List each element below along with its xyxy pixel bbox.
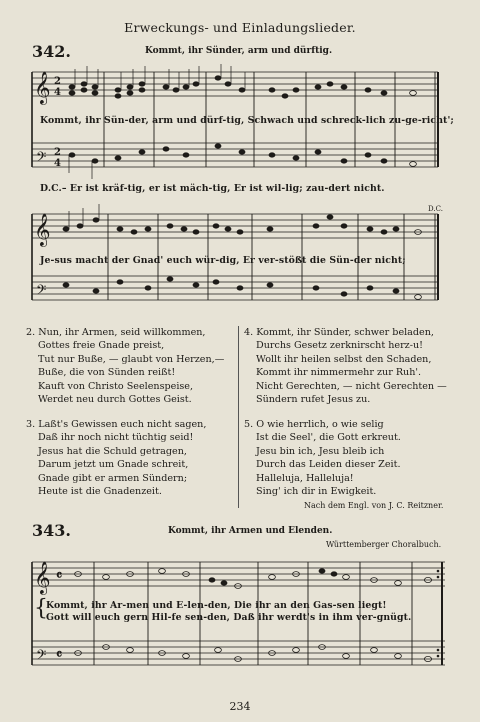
svg-text:𝄢: 𝄢 <box>36 282 47 301</box>
hymn-number: 343. <box>32 521 71 540</box>
dc-mark: D.C. <box>428 205 443 213</box>
treble-clef-icon: 𝄞 <box>34 71 51 104</box>
verse-line: Buße, die von Sünden reißt! <box>38 367 176 379</box>
attribution: Nach dem Engl. von J. C. Reitzner. <box>304 501 444 510</box>
verse-line: Durch das Leiden dieser Zeit. <box>256 459 401 471</box>
verse-line: Wollt ihr heilen selbst den Schaden, <box>256 353 432 365</box>
verse-3 <box>26 418 236 498</box>
lyric-line-1: Kommt, ihr Sün-der, arm und dürf-tig, Schwach und schreck-lich zu-ge-richt'; <box>40 115 454 126</box>
brace: { <box>34 596 48 621</box>
lyric-line-2: Gott will euch gern Hil-fe sen-den, Daß ihr werdt's in ihm ver-gnügt. <box>46 612 412 623</box>
verse-line: Jesu bin ich, Jesu bleib ich <box>256 445 385 457</box>
verse-line: Nicht Gerechten, — nicht Gerechten — <box>256 380 447 392</box>
svg-text:𝄢: 𝄢 <box>36 647 47 666</box>
verse-line: 4. Kommt, ihr Sünder, schwer beladen, <box>244 327 434 338</box>
page-number: 234 <box>229 700 251 713</box>
verse-line: Sing' ich dir in Ewigkeit. <box>256 486 377 498</box>
verse-line: Kommt ihr nimmermehr zur Ruh'. <box>256 367 422 379</box>
hymn-title: Kommt, ihr Armen und Elenden. <box>168 526 333 536</box>
svg-text:𝄴: 𝄴 <box>56 647 63 663</box>
verse-line: Durchs Gesetz zerknirscht herz-u! <box>256 340 424 352</box>
lyric-line-3: Je-sus macht der Gnad' euch wür-dig, Er ver-stößt die Sün-der nicht; <box>40 255 406 266</box>
verse-line: Ist die Seel', die Gott erkreut. <box>256 432 401 444</box>
verse-line: 2. Nun, ihr Armen, seid willkommen, <box>26 327 206 338</box>
section-header: Erweckungs- und Einladungslieder. <box>124 20 356 35</box>
verse-line: 3. Laßt's Gewissen euch nicht sagen, <box>26 419 207 430</box>
lyric-line-dc: D.C.– Er ist kräf-tig, er ist mäch-tig, Er ist wil-lig; zau-dert nicht. <box>40 183 385 194</box>
verse-line: Gottes freie Gnade preist, <box>38 340 165 352</box>
svg-text:𝄞: 𝄞 <box>34 561 51 594</box>
verse-5 <box>244 418 464 498</box>
hymn-title: Kommt, ihr Sünder, arm und dürftig. <box>145 46 333 56</box>
verse-line: Halleluja, Halleluja! <box>256 472 354 484</box>
svg-text:4: 4 <box>54 158 61 169</box>
svg-text:𝄞: 𝄞 <box>34 213 51 246</box>
verse-line: Heute ist die Gnadenzeit. <box>38 486 162 498</box>
verse-4 <box>244 326 464 406</box>
verse-line: Daß ihr noch nicht tüchtig seid! <box>38 432 194 444</box>
verse-line: Werdet neu durch Gottes Geist. <box>38 394 192 406</box>
svg-text:4: 4 <box>54 87 61 98</box>
verse-line: Jesus hat die Schuld getragen, <box>38 445 187 457</box>
hymn-number: 342. <box>32 42 71 61</box>
verse-line: Sündern rufet Jesus zu. <box>256 394 371 406</box>
hymn-source: Württemberger Choralbuch. <box>326 540 442 549</box>
verse-line: Tut nur Buße, — glaubt von Herzen,— <box>38 353 225 365</box>
verse-line: Darum jetzt um Gnade schreit, <box>38 459 189 471</box>
bass-clef-icon: 𝄢 <box>36 149 47 168</box>
svg-text:2: 2 <box>54 147 61 158</box>
svg-text:2: 2 <box>54 76 61 87</box>
verse-line: Gnade gibt er armen Sündern; <box>38 472 188 484</box>
verse-2 <box>26 326 236 406</box>
svg-text:𝄴: 𝄴 <box>56 568 63 584</box>
verse-line: Kauft von Christo Seelenspeise, <box>38 380 194 392</box>
verse-line: 5. O wie herrlich, o wie selig <box>244 419 384 430</box>
lyric-line-1: Kommt, ihr Ar-men und E-len-den, Die ihr an den Gas-sen liegt! <box>46 600 387 611</box>
column-divider <box>238 326 239 508</box>
